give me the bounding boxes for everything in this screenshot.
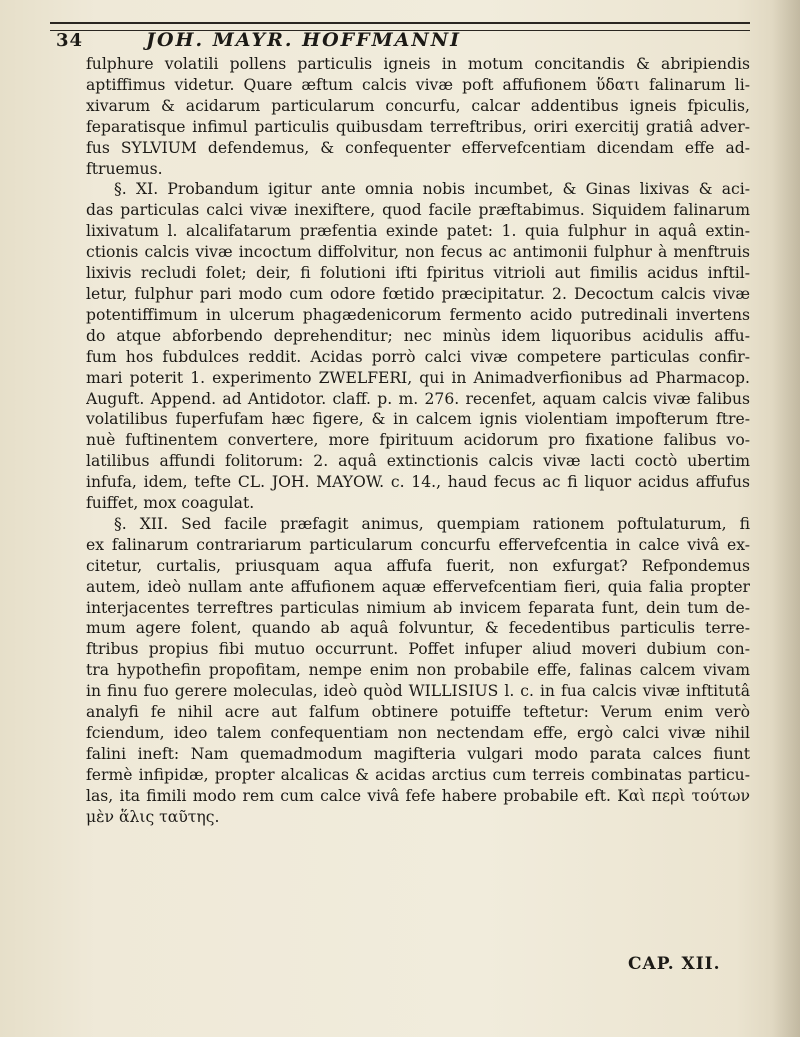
text-line: Auguft. Append. ad Antidotor. claff. p. m. 276. recenfet, aquam calcis vivæ falibus <box>86 389 750 408</box>
text-line: potentiffimum in ulcerum phagædenicorum fermento acido putredinali invertens <box>86 305 750 324</box>
text-line: mari poterit 1. experimento ZWELFERI, qui in Animadverfionibus ad Pharmacop. <box>86 368 750 387</box>
text-line: lixivis recludi folet; deir, fi folutioni ifti fpiritus vitrioli aut fimilis acidus inftil- <box>86 264 750 283</box>
text-line: xivarum & acidarum particularum concurfu, calcar addentibus igneis fpiculis, <box>86 96 750 115</box>
text-line: fuiffet, mox coagulat. <box>86 494 255 513</box>
text-line: §. XII. Sed facile præfagit animus, quempiam rationem poftulaturum, fi <box>114 514 750 533</box>
text-line: citetur, curtalis, priusquam aqua affufa fuerit, non exfurgat? Refpondemus <box>86 556 750 575</box>
text-line: lixivatum l. alcalifatarum præfentia exinde patet: 1. quia fulphur in aquâ extin- <box>86 222 750 241</box>
text-line: latilibus affundi folitorum: 2. aquâ extinctionis calcis vivæ lacti coctò ubertim <box>86 452 750 471</box>
text-line: in finu fuo gerere moleculas, ideò quòd WILLISIUS l. c. in fua calcis vivæ inftitutâ <box>86 682 750 701</box>
text-line: autem, ideò nullam ante affufionem aquæ effervefcentiam fieri, quia falia propter <box>86 577 750 596</box>
text-line: fermè infipidæ, propter alcalicas & acidas arctius cum terreis combinatas particu- <box>86 765 750 784</box>
page-number: 34 <box>56 29 84 51</box>
text-line: nuè fuftinentem convertere, more fpirituum acidorum pro fixatione falibus vo- <box>86 431 750 450</box>
text-line: §. XI. Probandum igitur ante omnia nobis incumbet, & Ginas lixivas & aci- <box>114 180 750 199</box>
text-line: ex falinarum contrariarum particularum concurfu effervefcentia in calce vivâ ex- <box>86 535 750 554</box>
running-head: JOH. MAYR. HOFFMANNI <box>146 29 462 51</box>
text-line: fum hos fubdulces reddit. Acidas porrò calci vivæ competere particulas confir- <box>86 347 750 366</box>
text-line: aptiffimus videtur. Quare æftum calcis vivæ poft affufionem ὕδατι falinarum li- <box>86 75 750 94</box>
text-line: letur, fulphur pari modo cum odore fœtido præcipitatur. 2. Decoctum calcis vivæ <box>86 284 750 303</box>
text-line: ftruemus. <box>86 159 163 178</box>
text-line: fciendum, ideo talem confequentiam non nectendam effe, ergò calci vivæ nihil <box>86 724 750 742</box>
text-line: tra hypothefin propofitam, nempe enim non probabile effe, falinas calcem vivam <box>86 661 750 680</box>
text-line: falini ineft: Nam quemadmodum magifteria vulgari modo parata calces fiunt <box>86 744 750 763</box>
text-line: mum agere folent, quando ab aquâ folvuntur, & fecedentibus particulis terre- <box>86 619 750 638</box>
text-line: volatilibus fuperfufam hæc figere, & in calcem ignis violentiam impofterum ftre- <box>86 410 750 429</box>
text-line: feparatisque infimul particulis quibusdam terreftribus, oriri exercitij gratiâ adver- <box>86 117 750 136</box>
text-line: interjacentes terreftres particulas nimium ab invicem feparata funt, dein tum de- <box>86 598 750 617</box>
text-line: μὲν ἅλις ταῦτης. <box>86 807 220 826</box>
text-line: fulphure volatili pollens particulis igneis in motum concitandis & abripiendis <box>86 55 750 73</box>
text-line: ctionis calcis vivæ incoctum diffolvitur, non fecus ac antimonii fulphur à menftruis <box>86 243 750 262</box>
text-line: do atque abforbendo deprehenditur; nec minùs idem liquoribus acidulis affu- <box>86 326 750 345</box>
catchword: CAP. XII. <box>628 954 721 974</box>
text-line: analyfi fe nihil acre aut falfum obtinere potuiffe teftetur: Verum enim verò <box>86 703 750 722</box>
running-header <box>56 28 746 52</box>
text-line: infufa, idem, tefte CL. JOH. MAYOW. c. 14., haud fecus ac fi liquor acidus affufus <box>86 473 750 492</box>
page-edge-shadow <box>772 0 800 1037</box>
text-line: fus SYLVIUM defendemus, & confequenter effervefcentiam dicendam effe ad- <box>86 138 750 157</box>
text-line: ftribus propius fibi mutuo occurrunt. Poffet infuper aliud moveri dubium con- <box>86 640 750 659</box>
body-text <box>86 54 750 828</box>
text-line: das particulas calci vivæ inexiftere, quod facile præftabimus. Siquidem falinarum <box>86 201 750 220</box>
text-line: las, ita fimili modo rem cum calce vivâ fefe habere probabile eft. Καὶ περὶ τούτων <box>86 786 750 805</box>
